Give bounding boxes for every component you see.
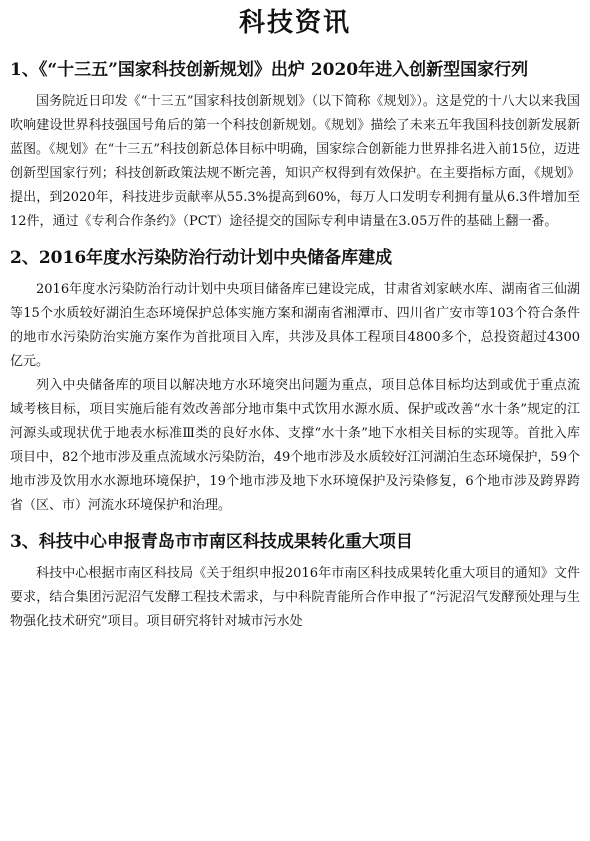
section-paragraph: 2016年度水污染防治行动计划中央项目储备库已建设完成，甘肃省刘家峡水库、湖南省三仙湖等15个水质较好湖泊生态环境保护总体实施方案和湖南省湘潭市、四川省广安市等103个符合条件的地市水污染防治实施方案作为首批项目入库，共涉及具体工程项目4800多个，总投资超过4300亿元。 — [10, 282, 580, 369]
section-paragraph: 国务院近日印发《“十三五”国家科技创新规划》（以下简称《规划》）。这是党的十八大以来我国吹响建设世界科技强国号角后的第一个科技创新规划。《规划》描绘了未来五年我国科技创新发展新蓝图。《规划》在“十三五”科技创新总体目标中明确，国家综合创新能力世界排名进入前15位，迈进创新型国家行列；科技创新政策法规不断完善，知识产权得到有效保护。在主要指标方面，《规划》提出，到2020年，科技进步贡献率从55.3%提高到60%，每万人口发明专利拥有量从6.3件增加至12件，通过《专利合作条约》（PCT）途径提交的国际专利申请量在3.05万件的基础上翻一番。 — [10, 94, 580, 229]
section-heading: 1、《“十三五”国家科技创新规划》出炉 2020年进入创新型国家行列 — [10, 60, 529, 80]
news-section-2 — [10, 246, 580, 518]
page-title: 科技资讯 — [238, 8, 351, 38]
news-section-1 — [10, 58, 580, 234]
section-heading: 2、2016年度水污染防治行动计划中央储备库建成 — [10, 248, 393, 268]
section-paragraph: 科技中心根据市南区科技局《关于组织申报2016年市南区科技成果转化重大项目的通知》文件要求，结合集团污泥沼气发酵工程技术需求，与中科院青能所合作申报了“污泥沼气发酵预处理与生物强化技术研究”项目。项目研究将针对城市污水处 — [10, 566, 580, 629]
news-section-3 — [10, 530, 580, 634]
section-paragraph: 列入中央储备库的项目以解决地方水环境突出问题为重点，项目总体目标均达到或优于重点流域考核目标，项目实施后能有效改善部分地市集中式饮用水源水质、保护或改善“水十条”规定的江河源头或现状优于地表水标准Ⅲ类的良好水体、支撑“水十条”地下水相关目标的实现等。首批入库项目中，82个地市涉及重点流域水污染防治，49个地市涉及水质较好江河湖泊生态环境保护，59个地市涉及饮用水水源地环境保护，19个地市涉及地下水环境保护及污染修复，6个地市涉及跨界跨省（区、市）河流水环境保护和治理。 — [10, 378, 580, 513]
section-heading: 3、科技中心申报青岛市市南区科技成果转化重大项目 — [10, 532, 413, 552]
